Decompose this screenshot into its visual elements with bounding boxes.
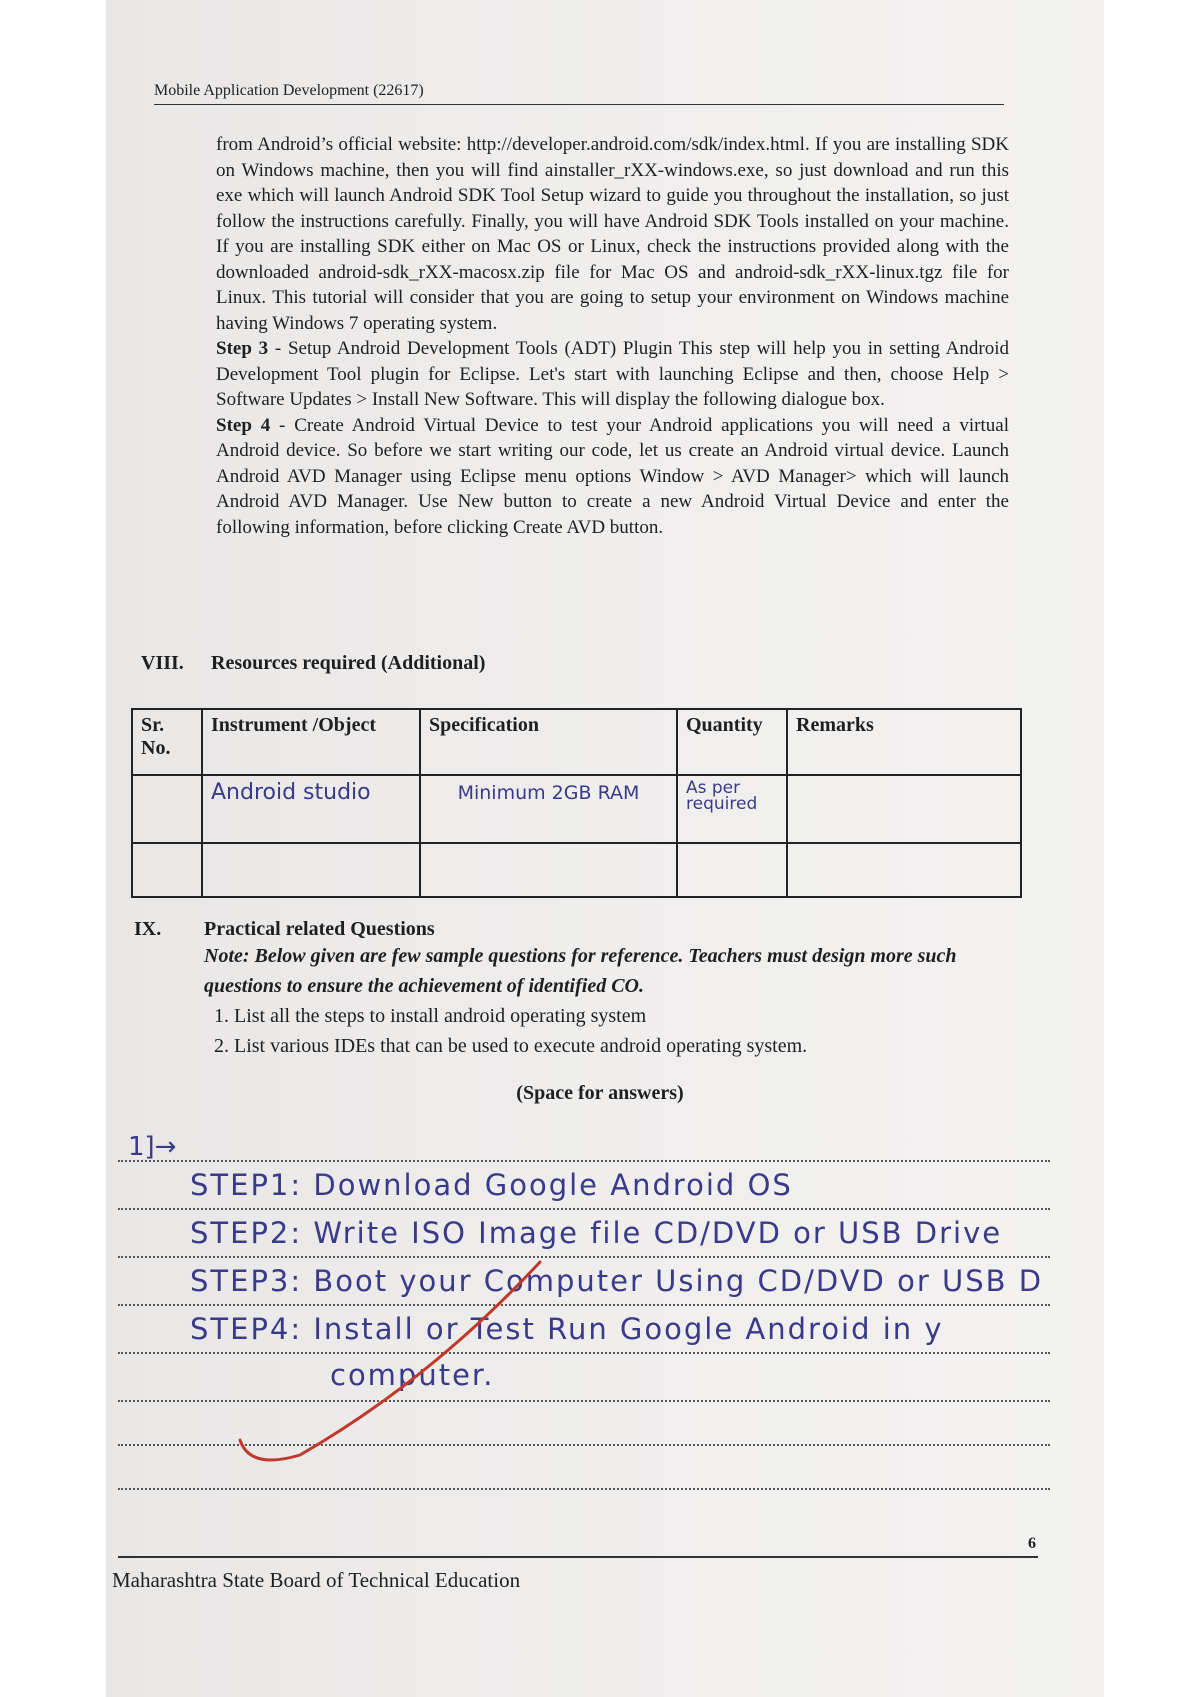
paragraph-sdk: from Android’s official website: http://developer.android.com/sdk/index.html. If you are installing SDK on Windows machine, then you will find ainstaller_rXX-windows.exe, so just download and run this exe which will launch Android SDK Tool Setup wizard to guide you throughout the installation, so just follow the instructions carefully. Finally, you will have Android SDK Tools installed on your machine. If you are installing SDK either on Mac OS or Linux, check the instructions provided along with the downloaded android-sdk_rXX-macosx.zip file for Mac OS and android-sdk_rXX-linux.tgz file for Linux. This tutorial will consider that you are going to setup your environment on Windows machine having Windows 7 operating system.: [216, 134, 1009, 334]
table-row: [132, 775, 1021, 843]
table-cell: [677, 843, 787, 897]
table-cell: As per required: [677, 775, 787, 843]
section-title: Resources required (Additional): [211, 652, 486, 674]
answer-line: [118, 1444, 1050, 1446]
table-cell: [132, 843, 202, 897]
answer-line-text: computer.: [330, 1358, 495, 1392]
table-cell: [787, 843, 1021, 897]
footer-rule: [118, 1556, 1038, 1558]
answer-line-text: STEP3: Boot your Computer Using CD/DVD or USB D: [190, 1264, 1044, 1298]
page-number: 6: [1028, 1535, 1036, 1552]
footer-text: Maharashtra State Board of Technical Education: [112, 1568, 521, 1592]
answer-line-text: STEP2: Write ISO Image file CD/DVD or USB Drive: [190, 1216, 1003, 1250]
table-row: [132, 843, 1021, 897]
section-title: Practical related Questions: [204, 918, 435, 940]
answer-line: [118, 1160, 1050, 1162]
table-cell: Minimum 2GB RAM: [420, 775, 677, 843]
answer-line: [118, 1352, 1050, 1354]
resources-table: [131, 708, 1022, 898]
page-header: Mobile Application Development (22617): [154, 82, 1004, 105]
table-cell: [787, 775, 1021, 843]
table-cell: [132, 775, 202, 843]
paragraph-step3: [216, 336, 1009, 413]
answer-line: [118, 1208, 1050, 1210]
body-text: [216, 132, 1009, 540]
section-viii-heading: [141, 652, 485, 675]
step4-label: Step 4: [216, 414, 271, 436]
section-ix-body: [204, 918, 1034, 1061]
answer-marker: 1]→: [128, 1132, 177, 1162]
section-number: VIII.: [141, 652, 184, 674]
answer-line-text: STEP1: Download Google Android OS: [190, 1168, 793, 1202]
section-number: IX.: [134, 918, 162, 940]
question-list: [204, 1001, 1034, 1061]
teacher-note: Note: Below given are few sample questions for reference. Teachers must design more such questions to ensure the achievement of identified CO.: [204, 945, 957, 997]
header-sr-no: Sr. No.: [132, 709, 202, 775]
space-for-answers-label: (Space for answers): [516, 1082, 684, 1104]
table-cell: Android studio: [202, 775, 420, 843]
list-item: 1. List all the steps to install android operating system: [234, 1001, 1034, 1031]
answer-line: [118, 1488, 1050, 1490]
step3-label: Step 3: [216, 338, 269, 359]
header-remarks: Remarks: [787, 709, 1021, 775]
answer-line-text: STEP4: Install or Test Run Google Android in y: [190, 1312, 944, 1346]
header-specification: Specification: [420, 709, 677, 775]
table-cell: [202, 843, 420, 897]
paragraph-step4: [216, 413, 1009, 541]
step3-text: - Setup Android Development Tools (ADT) Plugin This step will help you in setting Android Development Tool plugin for Eclipse. Let's start with launching Eclipse and then, choose Help > Software Updates > Install New Software. This will display the following dialogue box.: [216, 338, 1009, 410]
step4-text: - Create Android Virtual Device to test your Android applications you will need a virtual Android device. So before we start writing our code, let us create an Android virtual device. Launch Android AVD Manager using Eclipse menu options Window > AVD Manager> which will launch Android AVD Manager. Use New button to create a new Android Virtual Device and enter the following information, before clicking Create AVD button.: [216, 414, 1009, 538]
list-item: 2. List various IDEs that can be used to execute android operating system.: [234, 1031, 1034, 1061]
header-quantity: Quantity: [677, 709, 787, 775]
answer-line: [118, 1256, 1050, 1258]
answer-line: [118, 1304, 1050, 1306]
header-instrument: Instrument /Object: [202, 709, 420, 775]
answer-line: [118, 1400, 1050, 1402]
table-header-row: [132, 709, 1021, 775]
table-cell: [420, 843, 677, 897]
